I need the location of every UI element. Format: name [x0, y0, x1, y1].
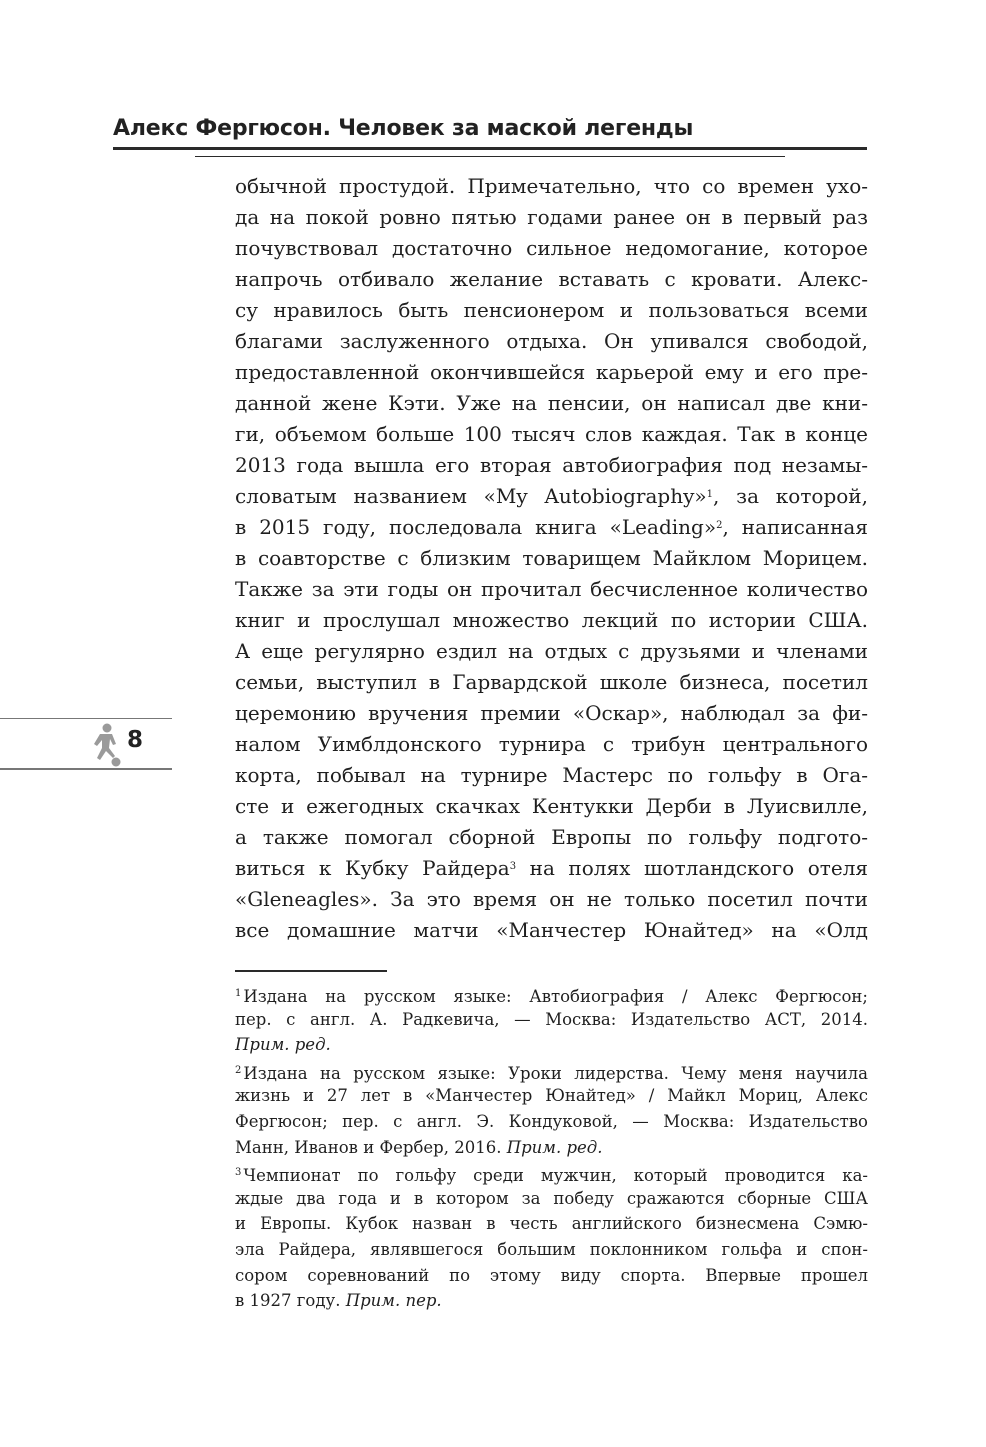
footnote-line [235, 1083, 868, 1109]
body-line: су нравилось быть пенсионером и пользоваться всеми [235, 298, 868, 322]
body-line: почувствовал достаточно сильное недомогание, которое [235, 236, 868, 260]
footnote-text: сором соревнований по этому виду спорта. Впервые прошел [235, 1265, 868, 1285]
body-line: обычной простудой. Примечательно, что со времен ухо- [235, 174, 868, 198]
body-line-text: в 2015 году, последовала книга «Leading» [235, 515, 717, 539]
body-line: данной жене Кэти. Уже на пенсии, он написал две кни- [235, 391, 868, 415]
footnote-line [235, 1032, 868, 1058]
body-line-text: , за которой, [713, 484, 868, 508]
page-number-marker [0, 718, 172, 770]
body-line: предоставленной окончившейся карьерой ему и его пре- [235, 360, 868, 384]
footnote-line [235, 1237, 868, 1263]
body-line: в соавторстве с близким товарищем Майклом Морицем. [235, 546, 868, 570]
footnote-line [235, 1109, 868, 1135]
body-line [235, 481, 868, 512]
footnote-line [235, 1288, 868, 1314]
marker-rule-bottom [0, 768, 172, 770]
body-line [235, 853, 868, 884]
editor-note: Прим. ред. [235, 1035, 331, 1055]
body-line: налом Уимблдонского турнира с трибун центрального [235, 732, 868, 756]
page-number: 8 [127, 727, 144, 753]
book-title: Алекс Фергюсон. Человек за маской легенды [113, 116, 694, 141]
footnote-line [235, 1135, 868, 1161]
footnote-text: в 1927 году. [235, 1291, 346, 1311]
footnote-line [235, 1211, 868, 1237]
editor-note: Прим. ред. [506, 1137, 603, 1157]
footnote-text: Издана на русском языке: Автобиография / Алекс Фергюсон; [243, 987, 868, 1006]
footnote-line [235, 981, 868, 1007]
footnote-line [235, 1263, 868, 1289]
footnote-mark: 1 [235, 988, 242, 999]
header-rule-thick [113, 147, 867, 150]
footnote-separator [235, 970, 387, 972]
footnote-text: пер. с англ. А. Радкевича, — Москва: Издательство АСТ, 2014. [235, 1009, 868, 1029]
body-line: А еще регулярно ездил на отдых с друзьями и членами [235, 639, 868, 663]
footnote-reference[interactable]: 1 [706, 489, 714, 500]
body-line-text: виться к Кубку Райдера [235, 856, 510, 880]
header-rule-thin [195, 156, 785, 157]
body-line: благами заслуженного отдыха. Он упивался свободой, [235, 329, 868, 353]
body-line: все домашние матчи «Манчестер Юнайтед» на «Олд [235, 918, 868, 942]
main-text [235, 171, 868, 946]
marker-rule-top [0, 718, 172, 719]
footnote-text: эла Райдера, являвшегося большим поклонником гольфа и спон- [235, 1239, 868, 1259]
body-line: 2013 года вышла его вторая автобиография под незамы- [235, 453, 868, 477]
body-line: семьи, выступил в Гарвардской школе бизнеса, посетил [235, 670, 868, 694]
footnote-text: Чемпионат по гольфу среди мужчин, который проводится ка- [243, 1166, 868, 1186]
body-line: сте и ежегодных скачках Кентукки Дерби в Луисвилле, [235, 794, 868, 818]
footnote-mark: 3 [235, 1167, 242, 1179]
footnote-1 [235, 981, 868, 1058]
body-line: напрочь отбивало желание вставать с кровати. Алекс- [235, 267, 868, 291]
body-line [235, 512, 868, 543]
footnote-mark: 2 [235, 1064, 242, 1076]
footnote-reference[interactable]: 2 [716, 520, 723, 531]
editor-note: Прим. пер. [345, 1291, 442, 1311]
body-line: Также за эти годы он прочитал бесчисленное количество [235, 577, 868, 601]
footnote-line [235, 1160, 868, 1186]
footnote-text: Фергюсон; пер. с англ. Э. Кондуковой, — Москва: Издательство [235, 1111, 868, 1131]
body-line: да на покой ровно пятью годами ранее он в первый раз [235, 205, 868, 229]
footnote-text: Издана на русском языке: Уроки лидерства. Чему меня научила [243, 1063, 868, 1083]
body-line: а также помогал сборной Европы по гольфу подгото- [235, 825, 868, 849]
footnote-text: ждые два года и в котором за победу сражаются сборные США [235, 1188, 868, 1208]
body-line: «Gleneagles». За это время он не только посетил почти [235, 887, 868, 911]
body-line-text: словатым названием «My Autobiography» [235, 484, 707, 508]
footnote-line [235, 1058, 868, 1084]
footnote-3 [235, 1160, 868, 1314]
footnote-reference[interactable]: 3 [509, 861, 517, 872]
footnote-line [235, 1186, 868, 1212]
footnote-text: Манн, Иванов и Фербер, 2016. [235, 1137, 507, 1157]
body-line: ги, объемом больше 100 тысяч слов каждая. Так в конце [235, 422, 868, 446]
body-line-text: , написанная [722, 515, 868, 539]
footnote-line [235, 1007, 868, 1033]
body-line-text: на полях шотландского отеля [516, 856, 868, 880]
footnote-text: жизнь и 27 лет в «Манчестер Юнайтед» / Майкл Мориц, Алекс [235, 1086, 868, 1106]
footnote-2 [235, 1058, 868, 1160]
body-line: корта, побывал на турнире Мастерс по гольфу в Ога- [235, 763, 868, 787]
footnote-text: и Европы. Кубок назван в честь английского бизнесмена Сэмю- [235, 1214, 868, 1234]
body-line: церемонию вручения премии «Оскар», наблюдал за фи- [235, 701, 868, 725]
footballer-silhouette-icon [86, 722, 126, 768]
footnotes [235, 981, 868, 1314]
body-line: книг и прослушал множество лекций по истории США. [235, 608, 868, 632]
